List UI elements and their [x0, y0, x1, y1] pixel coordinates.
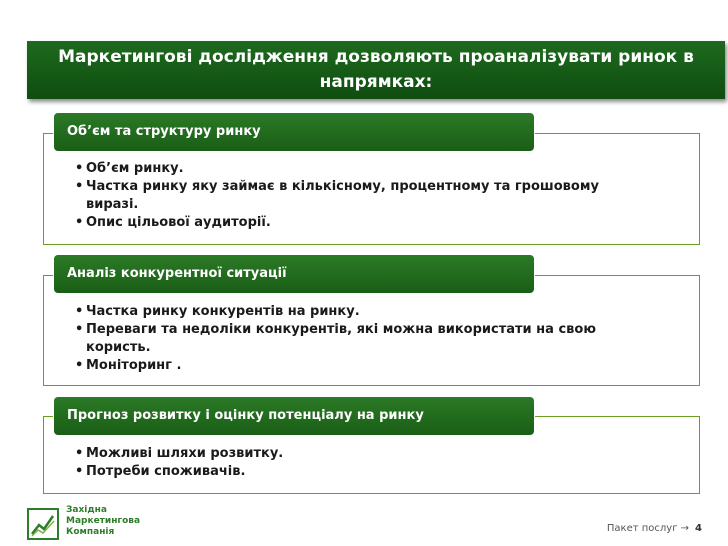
section-header-competitors: Аналіз конкурентної ситуації: [54, 255, 534, 293]
bullet-item: • Опис цільової аудиторії.: [76, 214, 636, 232]
footer-link[interactable]: Пакет послуг →: [606, 523, 690, 534]
company-logo-icon: [27, 508, 59, 540]
bullet-item: • Можливі шляхи розвитку.: [76, 445, 636, 463]
bullet-item: • Переваги та недоліки конкурентів, які можна використати на свою користь.: [76, 321, 636, 357]
bullet-item: • Моніторинг .: [76, 357, 636, 375]
company-name-line: Маркетингова: [66, 516, 141, 526]
bullet-list-forecast: [76, 445, 636, 481]
slide-title: Маркетингові дослідження дозволяють проаналізувати ринок в напрямках:: [27, 41, 725, 99]
bullet-item: • Потреби споживачів.: [76, 463, 636, 481]
bullet-list-market-volume: [76, 160, 636, 232]
bullet-item: • Об’єм ринку.: [76, 160, 636, 178]
company-name-line: Західна: [66, 505, 107, 515]
bullet-list-competitors: [76, 303, 636, 375]
company-name-line: Компанія: [66, 527, 115, 537]
bullet-item: • Частка ринку яку займає в кількісному, процентному та грошовому виразі.: [76, 178, 636, 214]
company-name: [66, 505, 140, 538]
section-header-forecast: Прогноз розвитку і оцінку потенціалу на ринку: [54, 397, 534, 435]
section-header-market-volume: Об’єм та структуру ринку: [54, 113, 534, 151]
page-number: 4: [695, 523, 702, 534]
footer: [607, 523, 702, 534]
chart-growth-icon: [29, 510, 57, 538]
bullet-item: • Частка ринку конкурентів на ринку.: [76, 303, 636, 321]
